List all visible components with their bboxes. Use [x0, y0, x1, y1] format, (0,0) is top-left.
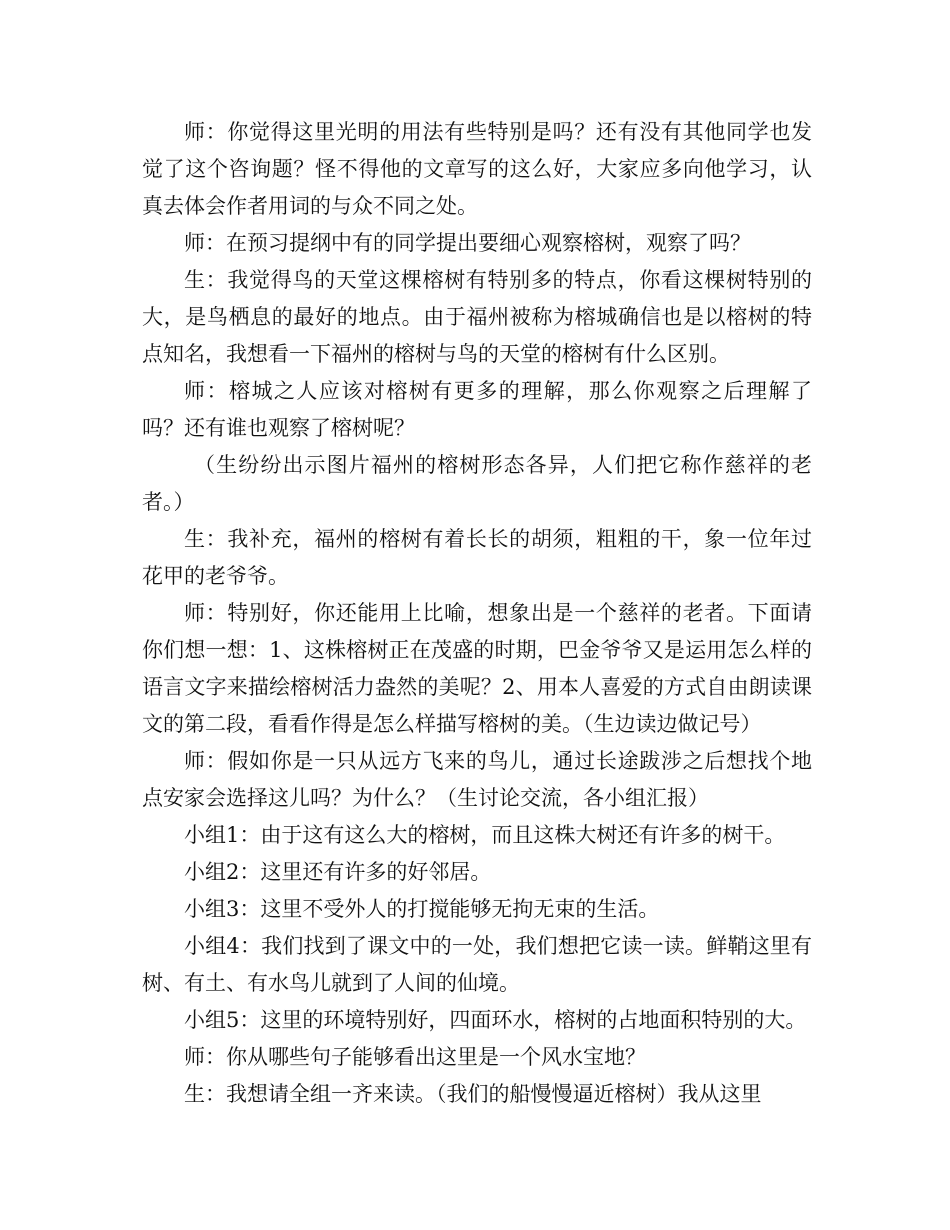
paragraph-1: 师：你觉得这里光明的用法有些特别是吗？还有没有其他同学也发觉了这个咨询题？怪不得他的文章写的这么好，大家应多向他学习，认真去体会作者用词的与众不同之处。	[142, 120, 812, 218]
paragraph-13: 小组5：这里的环境特别好，四面环水，榕树的占地面积特别的大。	[184, 1008, 807, 1032]
paragraph-8: 师：假如你是一只从远方飞来的鸟儿，通过长途跋涉之后想找个地点安家会选择这儿吗？为什么？（生讨论交流，各小组汇报）	[142, 749, 812, 810]
paragraph-3: 生：我觉得鸟的天堂这棵榕树有特别多的特点，你看这棵树特别的大，是鸟栖息的最好的地点。由于福州被称为榕城确信也是以榕树的特点知名，我想看一下福州的榕树与鸟的天堂的榕树有什么区别。	[142, 268, 812, 366]
paragraph-12: 小组4：我们找到了课文中的一处，我们想把它读一读。鲜鞘这里有树、有土、有水鸟儿就到了人间的仙境。	[142, 934, 812, 995]
paragraph-2: 师：在预习提纲中有的同学提出要细心观察榕树，观察了吗？	[184, 231, 751, 255]
paragraph-14: 师：你从哪些句子能够看出这里是一个风水宝地？	[184, 1045, 646, 1069]
paragraph-11: 小组3：这里不受外人的打搅能够无拘无束的生活。	[184, 897, 660, 921]
paragraph-4: 师：榕城之人应该对榕树有更多的理解，那么你观察之后理解了吗？还有谁也观察了榕树呢？	[142, 379, 812, 440]
paragraph-6: 生：我补充，福州的榕树有着长长的胡须，粗粗的干，象一位年过花甲的老爷爷。	[142, 527, 812, 588]
document-body	[142, 114, 812, 1113]
paragraph-10: 小组2：这里还有许多的好邻居。	[184, 860, 492, 884]
paragraph-9: 小组1：由于这有这么大的榕树，而且这株大树还有许多的树干。	[184, 823, 786, 847]
paragraph-7: 师：特别好，你还能用上比喻，想象出是一个慈祥的老者。下面请你们想一想：1、这株榕树正在茂盛的时期，巴金爷爷又是运用怎么样的语言文字来描绘榕树活力盎然的美呢？2、用本人喜爱的方式自由朗读课文的第二段，看看作得是怎么样描写榕树的美。（生边读边做记号）	[142, 601, 812, 736]
paragraph-15: 生：我想请全组一齐来读。（我们的船慢慢逼近榕树）我从这里	[184, 1082, 762, 1106]
paragraph-5: （生纷纷出示图片福州的榕树形态各异，人们把它称作慈祥的老者。）	[142, 453, 812, 514]
